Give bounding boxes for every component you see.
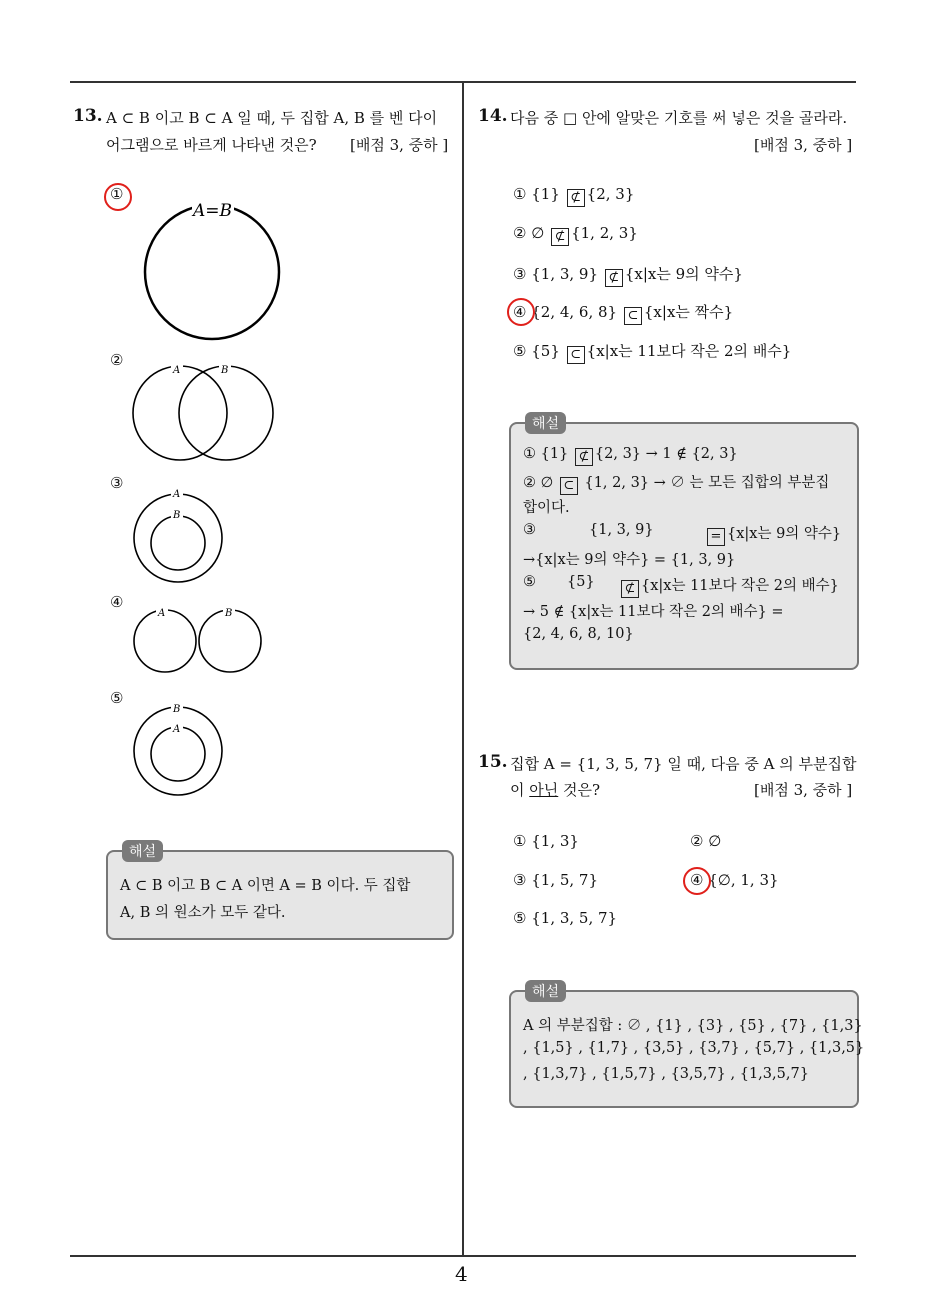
- venn-3-label-a: A: [173, 489, 181, 500]
- option-marker: ⑤: [513, 342, 527, 360]
- symbol-box: ⊄: [605, 269, 623, 287]
- venn-4-circle-a: [134, 610, 196, 672]
- solution-tab: 해설: [122, 840, 163, 862]
- venn-4-circle-b: [199, 610, 261, 672]
- venn-2-label-a: A: [173, 365, 181, 376]
- venn-1-label: A=B: [193, 201, 233, 221]
- venn-4-label-a: A: [158, 608, 166, 619]
- question-text-line1: 집합 A = {1, 3, 5, 7} 일 때, 다음 중 A 의 부분집합: [510, 755, 857, 773]
- solution-tab: 해설: [525, 412, 566, 434]
- solution-tab: 해설: [525, 980, 566, 1002]
- venn-3-circle-outer: [134, 494, 222, 582]
- venn-3-circle-inner: [151, 516, 205, 570]
- symbol-box: ⊂: [567, 346, 585, 364]
- solution-line: ② ∅ ⊂ {1, 2, 3} → ∅ 는 모든 집합의 부분집: [523, 475, 830, 493]
- solution-line: ③ {1, 3, 9} = {x|x는 9의 약수}: [523, 522, 842, 544]
- option-left-set: {1}: [531, 185, 560, 203]
- solution-box-13: [106, 844, 454, 940]
- page-number: 4: [455, 1262, 468, 1286]
- symbol-box: ⊄: [551, 228, 569, 246]
- venn-3-label-b: B: [173, 510, 181, 521]
- solution-line: 합이다.: [523, 500, 570, 516]
- option-2[interactable]: [513, 224, 638, 246]
- solution-line: {2, 4, 6, 8, 10}: [523, 626, 634, 642]
- question-text-line1: 다음 중 □ 안에 알맞은 기호를 써 넣은 것을 골라라.: [510, 109, 848, 127]
- option-left-set: {2, 4, 6, 8}: [531, 303, 618, 321]
- solution-line: A ⊂ B 이고 B ⊂ A 이면 A = B 이다. 두 집합: [120, 878, 411, 894]
- question-number: 15.: [478, 752, 508, 772]
- option-4-marker[interactable]: ④: [110, 593, 124, 611]
- symbol-box: ⊄: [567, 189, 585, 207]
- solution-line: →{x|x는 9의 약수} = {1, 3, 9}: [523, 552, 736, 568]
- option-5[interactable]: [513, 340, 791, 364]
- venn-5-circle-inner: [151, 727, 205, 781]
- question-number: 13.: [73, 106, 103, 126]
- option-right-set: {x|x는 11보다 작은 2의 배수}: [586, 342, 792, 360]
- question-text-line2: 이 아닌 것은?: [510, 781, 601, 799]
- venn-diagrams: [0, 0, 463, 820]
- solution-line: , {1,3,7} , {1,5,7} , {3,5,7} , {1,3,5,7}: [523, 1066, 809, 1082]
- option-2[interactable]: ② ∅: [690, 832, 722, 850]
- venn-2-circle-a: [133, 366, 227, 460]
- option-1[interactable]: ① {1, 3}: [513, 832, 579, 850]
- venn-4-label-b: B: [225, 608, 233, 619]
- option-right-set: {x|x는 짝수}: [643, 303, 734, 321]
- solution-line: ⑤ {5} ⊄ {x|x는 11보다 작은 2의 배수}: [523, 574, 839, 596]
- option-right-set: {x|x는 9의 약수}: [624, 265, 743, 283]
- solution-line: A, B 의 원소가 모두 같다.: [120, 905, 286, 921]
- venn-1-circle: [145, 205, 279, 339]
- option-1[interactable]: [513, 185, 634, 207]
- question-text-line1: A ⊂ B 이고 B ⊂ A 일 때, 두 집합 A, B 를 벤 다이: [106, 109, 438, 127]
- question-text-line2: 어그램으로 바르게 나타낸 것은?: [106, 136, 317, 154]
- venn-5-label-b: B: [173, 704, 181, 715]
- solution-box-15: [509, 984, 865, 1108]
- option-left-set: {1, 3, 9}: [531, 265, 599, 283]
- score-label: [배점 3, 중하 ]: [754, 136, 853, 154]
- venn-2-label-b: B: [221, 365, 229, 376]
- option-right-set: {2, 3}: [586, 185, 635, 203]
- answer-circle-icon: [507, 298, 535, 326]
- option-5-marker[interactable]: ⑤: [110, 689, 124, 707]
- solution-line: A 의 부분집합 : ∅ , {1} , {3} , {5} , {7} , {1,3}: [523, 1018, 863, 1034]
- option-right-set: {1, 2, 3}: [571, 224, 638, 242]
- question-number: 14.: [478, 106, 508, 126]
- bottom-rule: [70, 1255, 856, 1257]
- option-3[interactable]: [513, 263, 743, 287]
- option-1-marker[interactable]: ①: [110, 185, 124, 203]
- solution-line: → 5 ∉ {x|x는 11보다 작은 2의 배수} =: [523, 604, 784, 620]
- option-marker: ③: [513, 265, 527, 283]
- option-3[interactable]: ③ {1, 5, 7}: [513, 871, 599, 889]
- option-left-set: ∅: [531, 224, 545, 242]
- option-3-marker[interactable]: ③: [110, 474, 124, 492]
- option-5[interactable]: ⑤ {1, 3, 5, 7}: [513, 909, 618, 927]
- venn-5-label-a: A: [173, 724, 181, 735]
- option-4[interactable]: [513, 301, 733, 325]
- option-marker: ①: [513, 185, 527, 203]
- option-2-marker[interactable]: ②: [110, 351, 124, 369]
- option-marker: ②: [513, 224, 527, 242]
- option-marker: ④: [513, 303, 527, 321]
- option-4[interactable]: ④ {∅, 1, 3}: [690, 871, 779, 889]
- underlined-word: 아닌: [529, 781, 559, 799]
- solution-line: , {1,5} , {1,7} , {3,5} , {3,7} , {5,7} , {1,3,5}: [523, 1040, 865, 1056]
- symbol-box: ⊂: [624, 307, 642, 325]
- score-label: [배점 3, 중하 ]: [350, 136, 449, 154]
- score-label: [배점 3, 중하 ]: [754, 781, 853, 799]
- answer-circle-icon: [683, 867, 711, 895]
- option-left-set: {5}: [531, 342, 560, 360]
- solution-line: ① {1} ⊄ {2, 3} → 1 ∉ {2, 3}: [523, 446, 738, 464]
- venn-2-circle-b: [179, 366, 273, 460]
- solution-box-14: [509, 416, 859, 670]
